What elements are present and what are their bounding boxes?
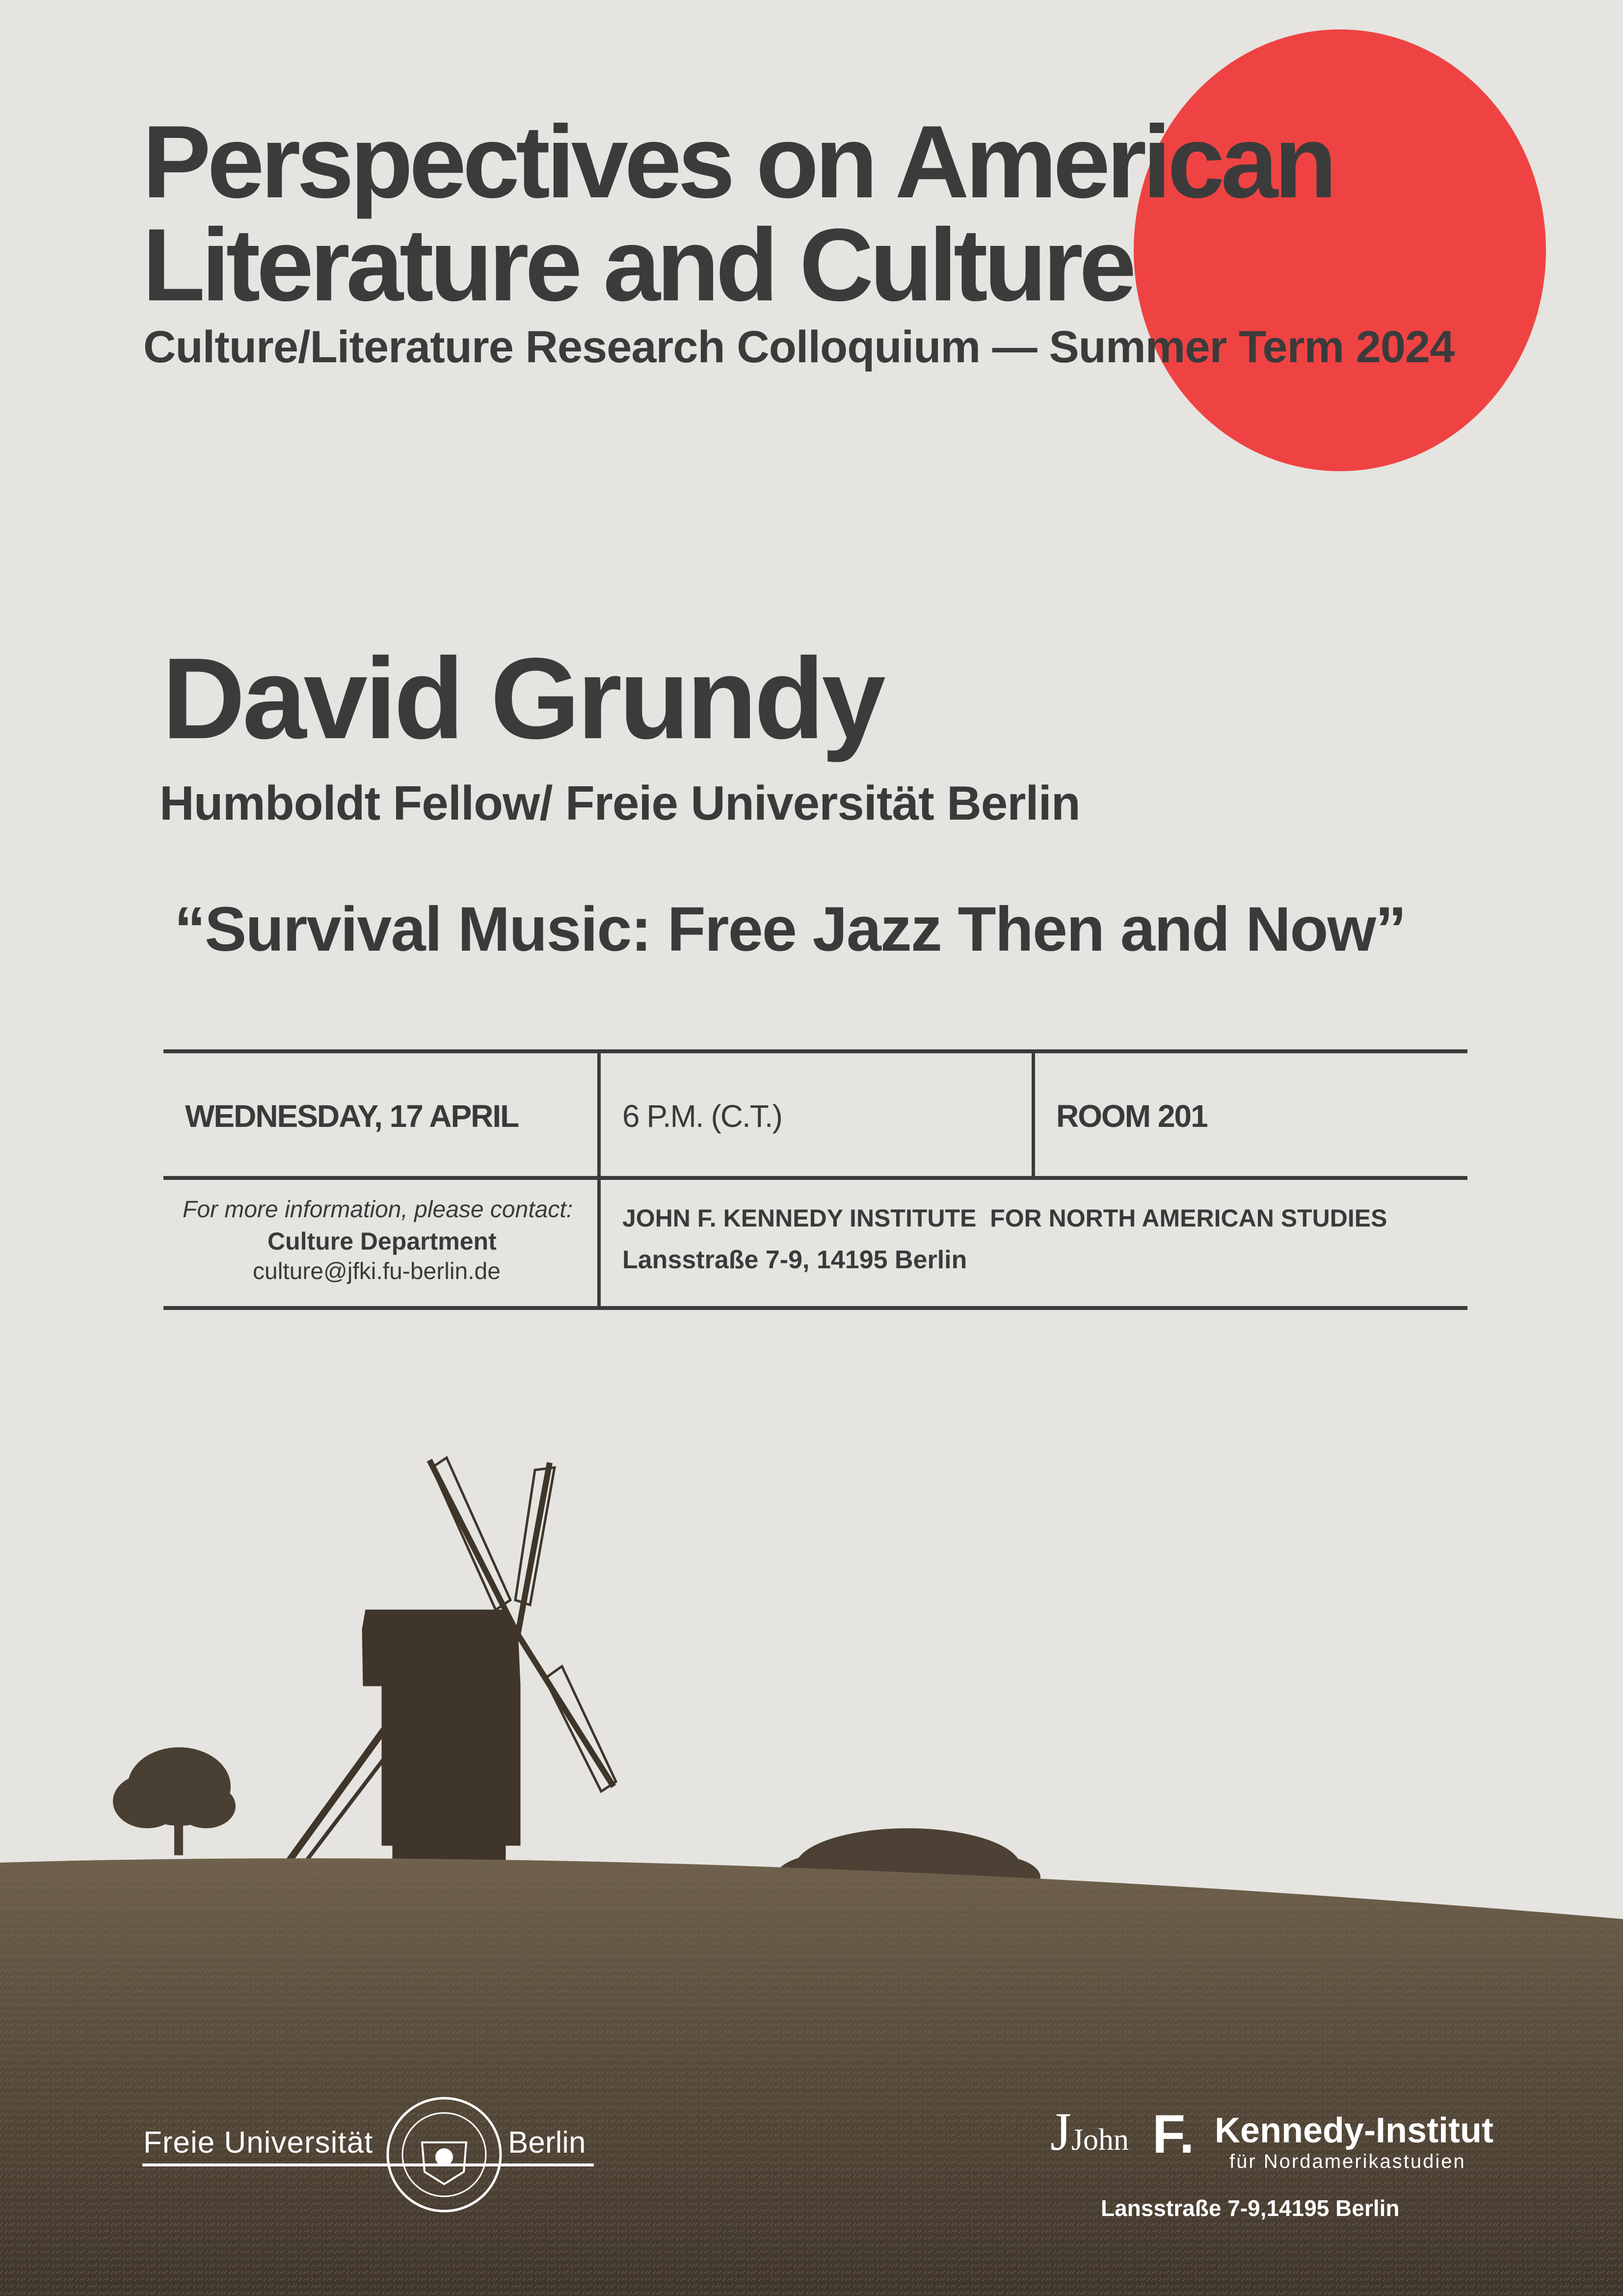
talk-title: “Survival Music: Free Jazz Then and Now” <box>174 894 1406 964</box>
contact-email[interactable]: culture@jfki.fu-berlin.de <box>253 1258 501 1284</box>
contact-department: Culture Department <box>267 1228 497 1255</box>
jfk-logo-subtitle: für Nordamerikastudien <box>1229 2151 1466 2172</box>
poster-subtitle: Culture/Literature Research Colloquium — Summer Term 2024 <box>143 322 1455 372</box>
fu-seal-icon <box>383 2093 506 2216</box>
event-time: 6 P.M. (C.T.) <box>622 1098 782 1134</box>
table-rule-middle <box>163 1176 1467 1180</box>
title-line-2: Literature and Culture <box>142 207 1133 322</box>
windmill <box>290 1458 616 1880</box>
jfk-logo-f: F. <box>1152 2104 1195 2164</box>
table-rule-bottom <box>163 1306 1467 1310</box>
venue-name: JOHN F. KENNEDY INSTITUTE FOR NORTH AMERICAN STUDIES <box>622 1204 1387 1232</box>
contact-intro: For more information, please contact: <box>183 1197 573 1223</box>
event-room: ROOM 201 <box>1056 1098 1207 1134</box>
jfk-logo-kennedy: Kennedy-Institut <box>1215 2111 1493 2150</box>
event-date: WEDNESDAY, 17 APRIL <box>185 1098 519 1134</box>
poster-title <box>142 104 1333 322</box>
jfk-address: Lansstraße 7-9,14195 Berlin <box>1101 2195 1400 2221</box>
fu-logo-text-left: Freie Universität <box>143 2126 373 2160</box>
table-divider-1 <box>597 1049 601 1310</box>
table-rule-top <box>163 1049 1467 1053</box>
fu-logo-text-right: Berlin <box>508 2126 586 2160</box>
venue-address: Lansstraße 7-9, 14195 Berlin <box>622 1246 967 1274</box>
speaker-name: David Grundy <box>162 634 883 763</box>
speaker-affiliation: Humboldt Fellow/ Freie Universität Berlin <box>160 776 1080 830</box>
jfk-logo-john: JJohn <box>1050 2102 1129 2162</box>
tree <box>113 1747 236 1855</box>
table-divider-2 <box>1032 1049 1035 1180</box>
title-line-1: Perspectives on American <box>142 104 1333 219</box>
fu-logo-underline <box>142 2163 594 2166</box>
